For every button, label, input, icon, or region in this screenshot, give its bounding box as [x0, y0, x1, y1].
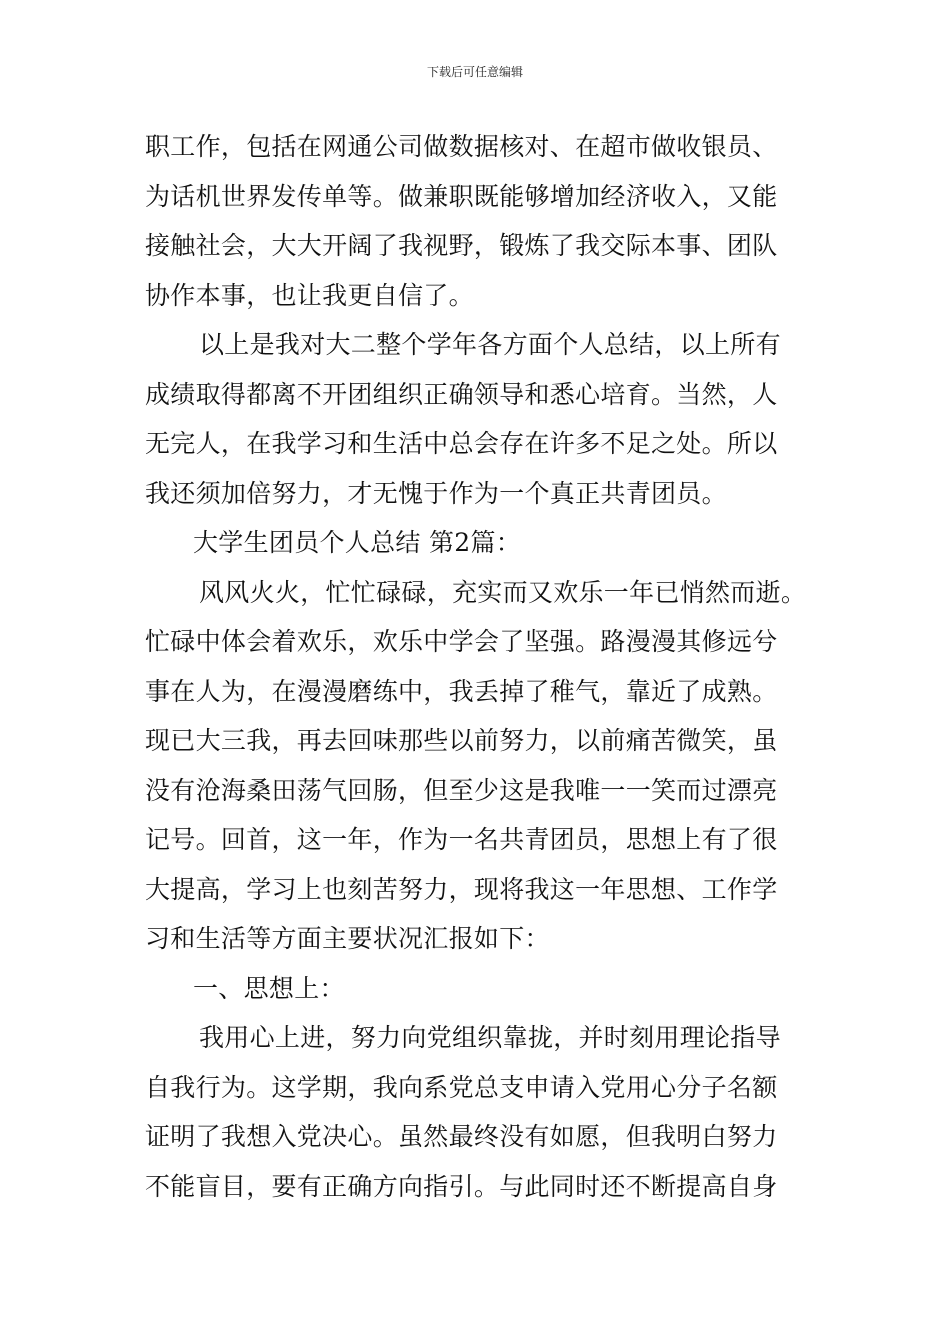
- text-line: 忙碌中体会着欢乐，欢乐中学会了坚强。路漫漫其修远兮: [145, 627, 778, 656]
- text-line: 接触社会，大大开阔了我视野，锻炼了我交际本事、团队: [145, 231, 778, 260]
- paragraph-start-line: 以上是我对大二整个学年各方面个人总结，以上所有: [199, 330, 781, 359]
- text-line: 习和生活等方面主要状况汇报如下：: [145, 924, 550, 953]
- text-line: 现已大三我，再去回味那些以前努力，以前痛苦微笑，虽: [145, 726, 778, 755]
- section-heading: 大学生团员个人总结 第2篇：: [193, 528, 522, 557]
- text-line: 大提高，学习上也刻苦努力，现将我这一年思想、工作学: [145, 874, 778, 904]
- text-line: 证明了我想入党决心。虽然最终没有如愿，但我明白努力: [145, 1122, 778, 1151]
- page-header: 下载后可任意编辑: [426, 65, 523, 79]
- document-body: [145, 122, 825, 1211]
- text-line: 我还须加倍努力，才无愧于作为一个真正共青团员。: [145, 478, 727, 508]
- text-line: 不能盲目，要有正确方向指引。与此同时还不断提高自身: [145, 1171, 778, 1201]
- text-line: 无完人，在我学习和生活中总会存在许多不足之处。所以: [145, 429, 778, 458]
- paragraph-start-line: 我用心上进，努力向党组织靠拢，并时刻用理论指导: [199, 1023, 781, 1052]
- text-line: 成绩取得都离不开团组织正确领导和悉心培育。当然，人: [145, 379, 778, 409]
- paragraph-start-line: 风风火火，忙忙碌碌，充实而又欢乐一年已悄然而逝。: [199, 577, 807, 607]
- text-line: 记号。回首，这一年，作为一名共青团员，思想上有了很: [145, 825, 778, 854]
- text-line: 自我行为。这学期，我向系党总支申请入党用心分子名额: [145, 1072, 778, 1102]
- text-line: 协作本事，也让我更自信了。: [145, 280, 474, 310]
- text-line: 职工作，包括在网通公司做数据核对、在超市做收银员、: [145, 132, 778, 161]
- text-line: 没有沧海桑田荡气回肠，但至少这是我唯一一笑而过漂亮: [145, 775, 778, 805]
- text-line: 事在人为，在漫漫磨练中，我丢掉了稚气，靠近了成熟。: [145, 676, 778, 706]
- subsection-heading: 一、思想上：: [193, 973, 345, 1003]
- text-line: 为话机世界发传单等。做兼职既能够增加经济收入，又能: [145, 181, 778, 211]
